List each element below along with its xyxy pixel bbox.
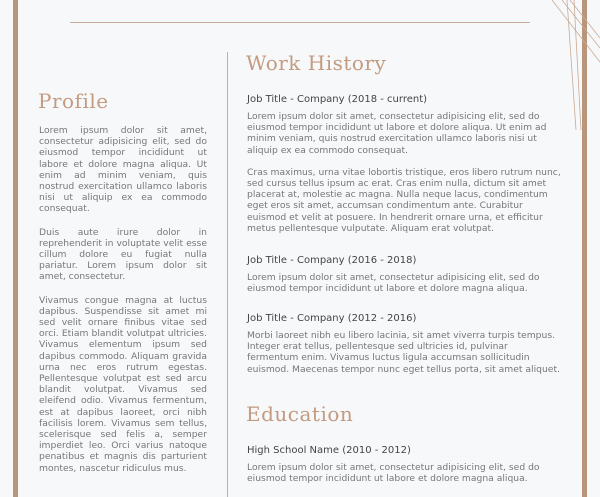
job-description: Lorem ipsum dolor sit amet, consectetur adipisicing elit, sed do eiusmod tempor incididunt ut labore et dolore aliqua. Ut enim ad minim veniam, quis nostrud exercitation ullamco laboris nisi ut aliquip ex ea commodo consequat. [247, 111, 547, 156]
job-description: Morbi laoreet nibh eu libero lacinia, sit amet viverra turpis tempus. Integer erat tellus, pellentesque sed ultricies id, pulvinar fermentum enim. Vivamus luctus ligula accumsan sollicitudin euismod. Maecenas tempor nunc eget tellus porta, sit amet aliquet. [247, 330, 560, 375]
profile-section [39, 125, 207, 486]
top-divider [70, 22, 530, 23]
education-description: Lorem ipsum dolor sit amet, consectetur adipisicing elit, sed do eiusmod tempor incididunt ut labore et dolore magna aliqua. [247, 462, 540, 485]
job-description: Cras maximus, urna vitae lobortis tristique, eros libero rutrum nunc, sed cursus tellus ipsum ac erat. Cras enim nulla, dictum sit amet placerat at, molestie ac magna. Nulla neque lacus, condimentum eget eros sit amet, accumsan condimentum ante. Curabitur euismod et velit at posuere. In hendrerit ornare urna, et efficitur metus pellentesque vulputate. Aliquam erat volutpat. [247, 166, 561, 234]
job-title: Job Title - Company (2012 - 2016) [247, 313, 417, 324]
column-divider [227, 52, 228, 497]
profile-heading: Profile [38, 89, 109, 113]
left-border-bar [13, 0, 18, 497]
job-title: Job Title - Company (2016 - 2018) [247, 255, 417, 266]
job-entry [247, 312, 562, 375]
job-entry [247, 93, 562, 234]
job-title: Job Title - Company (2018 - current) [247, 94, 428, 105]
job-description: Lorem ipsum dolor sit amet, consectetur adipisicing elit, sed do eiusmod tempor incididunt ut labore et dolore magna aliqua. [247, 272, 540, 295]
work-history-heading: Work History [246, 51, 387, 75]
profile-paragraph: Duis aute irure dolor in reprehenderit in voluptate velit esse cillum dolore eu fugiat nulla pariatur. Lorem ipsum dolor sit amet, consectetur. [39, 226, 207, 283]
profile-paragraph: Lorem ipsum dolor sit amet, consectetur adipisicing elit, sed do eiusmod tempor incididunt ut labore et dolore magna aliqua. Ut enim ad minim veniam, quis nostrud exercitation ullamco laboris nisi ut aliquip ex ea commodo consequat. [39, 125, 207, 215]
education-heading: Education [246, 402, 354, 426]
profile-paragraph: Vivamus congue magna at luctus dapibus. Suspendisse sit amet mi sed velit ornare finibus vitae sed orci. Etiam blandit volutpat ultricies. Vivamus elementum ipsum sed dapibus commodo. Aliquam gravida urna nec eros rutrum egestas. Pellentesque volutpat est sed arcu blandit volutpat. Vivamus sed eleifend odio. Vivamus fermentum, est at dapibus laoreet, orci nibh facilisis lorem. Vivamus sem tellus, scelerisque sed felis a, semper imperdiet leo. Orci varius natoque penatibus et magnis dis parturient montes, nascetur ridiculus mus. [39, 294, 207, 474]
job-entry [247, 254, 562, 294]
school-title: High School Name (2010 - 2012) [247, 445, 411, 456]
education-entry [247, 444, 562, 484]
